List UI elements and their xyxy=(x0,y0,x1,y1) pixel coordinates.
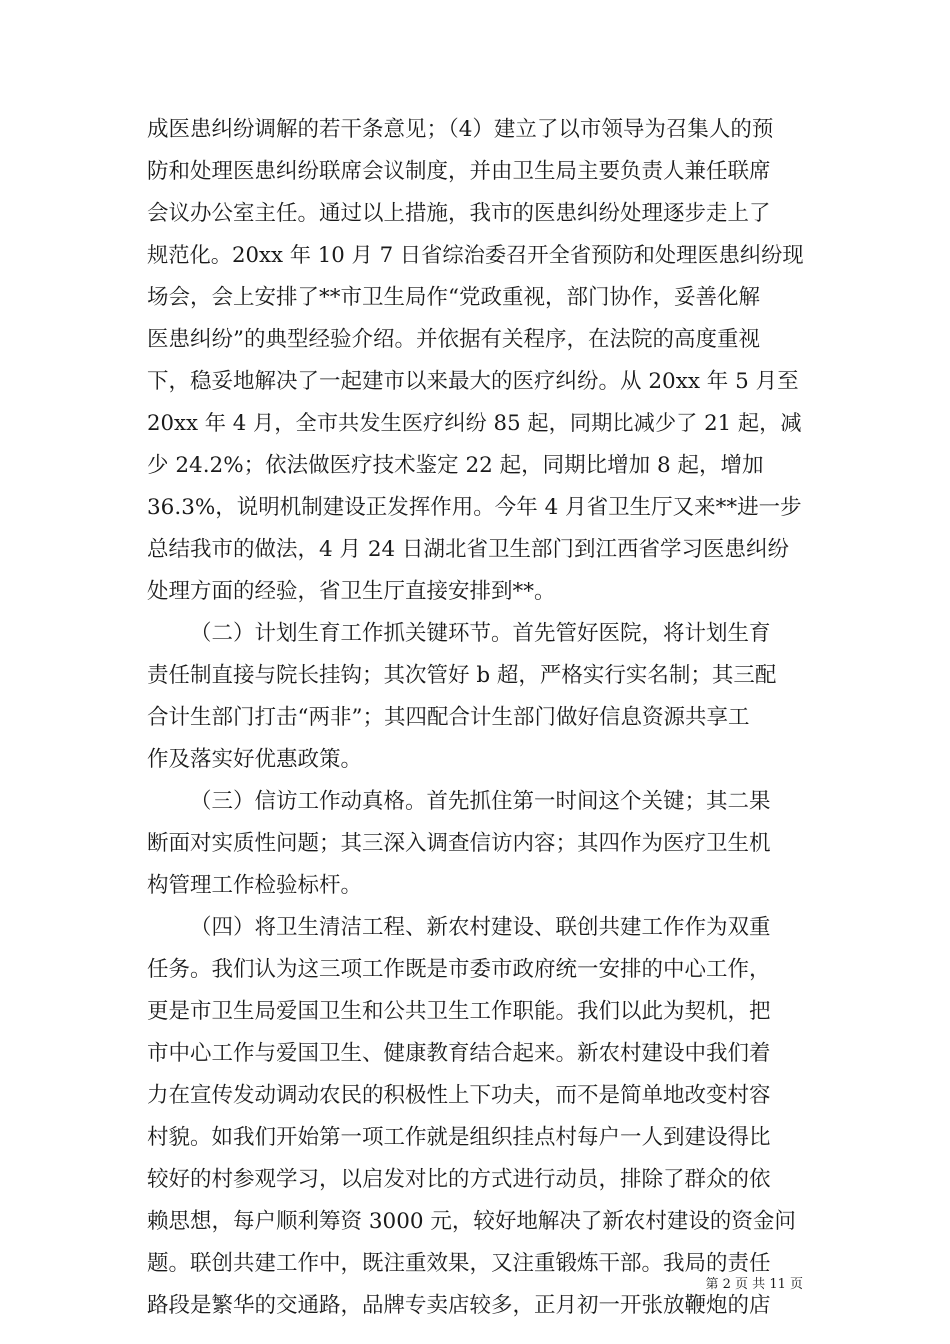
text-line: 会议办公室主任。通过以上措施，我市的医患纠纷处理逐步走上了 xyxy=(147,201,771,226)
text-line: 路段是繁华的交通路，品牌专卖店较多，正月初一开张放鞭炮的店 xyxy=(147,1293,771,1318)
text-line: 少 24.2%；依法做医疗技术鉴定 22 起，同期比增加 8 起，增加 xyxy=(147,453,764,478)
text-line: 任务。我们认为这三项工作既是市委市政府统一安排的中心工作， xyxy=(147,957,771,982)
text-line: 规范化。20xx 年 10 月 7 日省综治委召开全省预防和处理医患纠纷现 xyxy=(147,243,804,268)
text-line: 责任制直接与院长挂钩；其次管好 b 超，严格实行实名制；其三配 xyxy=(147,663,777,688)
text-line: 市中心工作与爱国卫生、健康教育结合起来。新农村建设中我们着 xyxy=(147,1041,771,1066)
text-line: 更是市卫生局爱国卫生和公共卫生工作职能。我们以此为契机，把 xyxy=(147,999,771,1024)
text-line: 村貌。如我们开始第一项工作就是组织挂点村每户一人到建设得比 xyxy=(147,1125,771,1150)
paragraph-heading-2: （二）计划生育工作抓关键环节。首先管好医院，将计划生育 xyxy=(190,621,771,646)
text-line: 力在宣传发动调动农民的积极性上下功夫，而不是简单地改变村容 xyxy=(147,1083,771,1108)
text-line: 较好的村参观学习，以启发对比的方式进行动员，排除了群众的依 xyxy=(147,1167,771,1192)
text-line: 医患纠纷”的典型经验介绍。并依据有关程序，在法院的高度重视 xyxy=(147,327,760,352)
text-line: 赖思想，每户顺利筹资 3000 元，较好地解决了新农村建设的资金问 xyxy=(147,1209,796,1234)
paragraph-heading-3: （三）信访工作动真格。首先抓住第一时间这个关键；其二果 xyxy=(190,789,771,814)
text-line: 场会，会上安排了**市卫生局作“党政重视，部门协作，妥善化解 xyxy=(147,285,760,310)
text-line: 36.3%，说明机制建设正发挥作用。今年 4 月省卫生厅又来**进一步 xyxy=(147,495,802,520)
text-line: 防和处理医患纠纷联席会议制度，并由卫生局主要负责人兼任联席 xyxy=(147,159,771,184)
text-line: 处理方面的经验，省卫生厅直接安排到**。 xyxy=(147,579,556,604)
text-line: 题。联创共建工作中，既注重效果，又注重锻炼干部。我局的责任 xyxy=(147,1251,771,1276)
text-line: 断面对实质性问题；其三深入调查信访内容；其四作为医疗卫生机 xyxy=(147,831,771,856)
paragraph-heading-4: （四）将卫生清洁工程、新农村建设、联创共建工作作为双重 xyxy=(190,915,771,940)
text-line: 构管理工作检验标杆。 xyxy=(147,873,363,898)
text-line: 20xx 年 4 月，全市共发生医疗纠纷 85 起，同期比减少了 21 起，减 xyxy=(147,411,802,436)
text-line: 总结我市的做法，4 月 24 日湖北省卫生部门到江西省学习医患纠纷 xyxy=(147,537,790,562)
text-line: 作及落实好优惠政策。 xyxy=(147,747,363,772)
text-line: 成医患纠纷调解的若干条意见；（4）建立了以市领导为召集人的预 xyxy=(147,117,774,142)
text-line: 合计生部门打击“两非”；其四配合计生部门做好信息资源共享工 xyxy=(147,705,750,730)
page-number: 第 2 页 共 11 页 xyxy=(705,1277,803,1292)
text-line: 下，稳妥地解决了一起建市以来最大的医疗纠纷。从 20xx 年 5 月至 xyxy=(147,369,799,394)
